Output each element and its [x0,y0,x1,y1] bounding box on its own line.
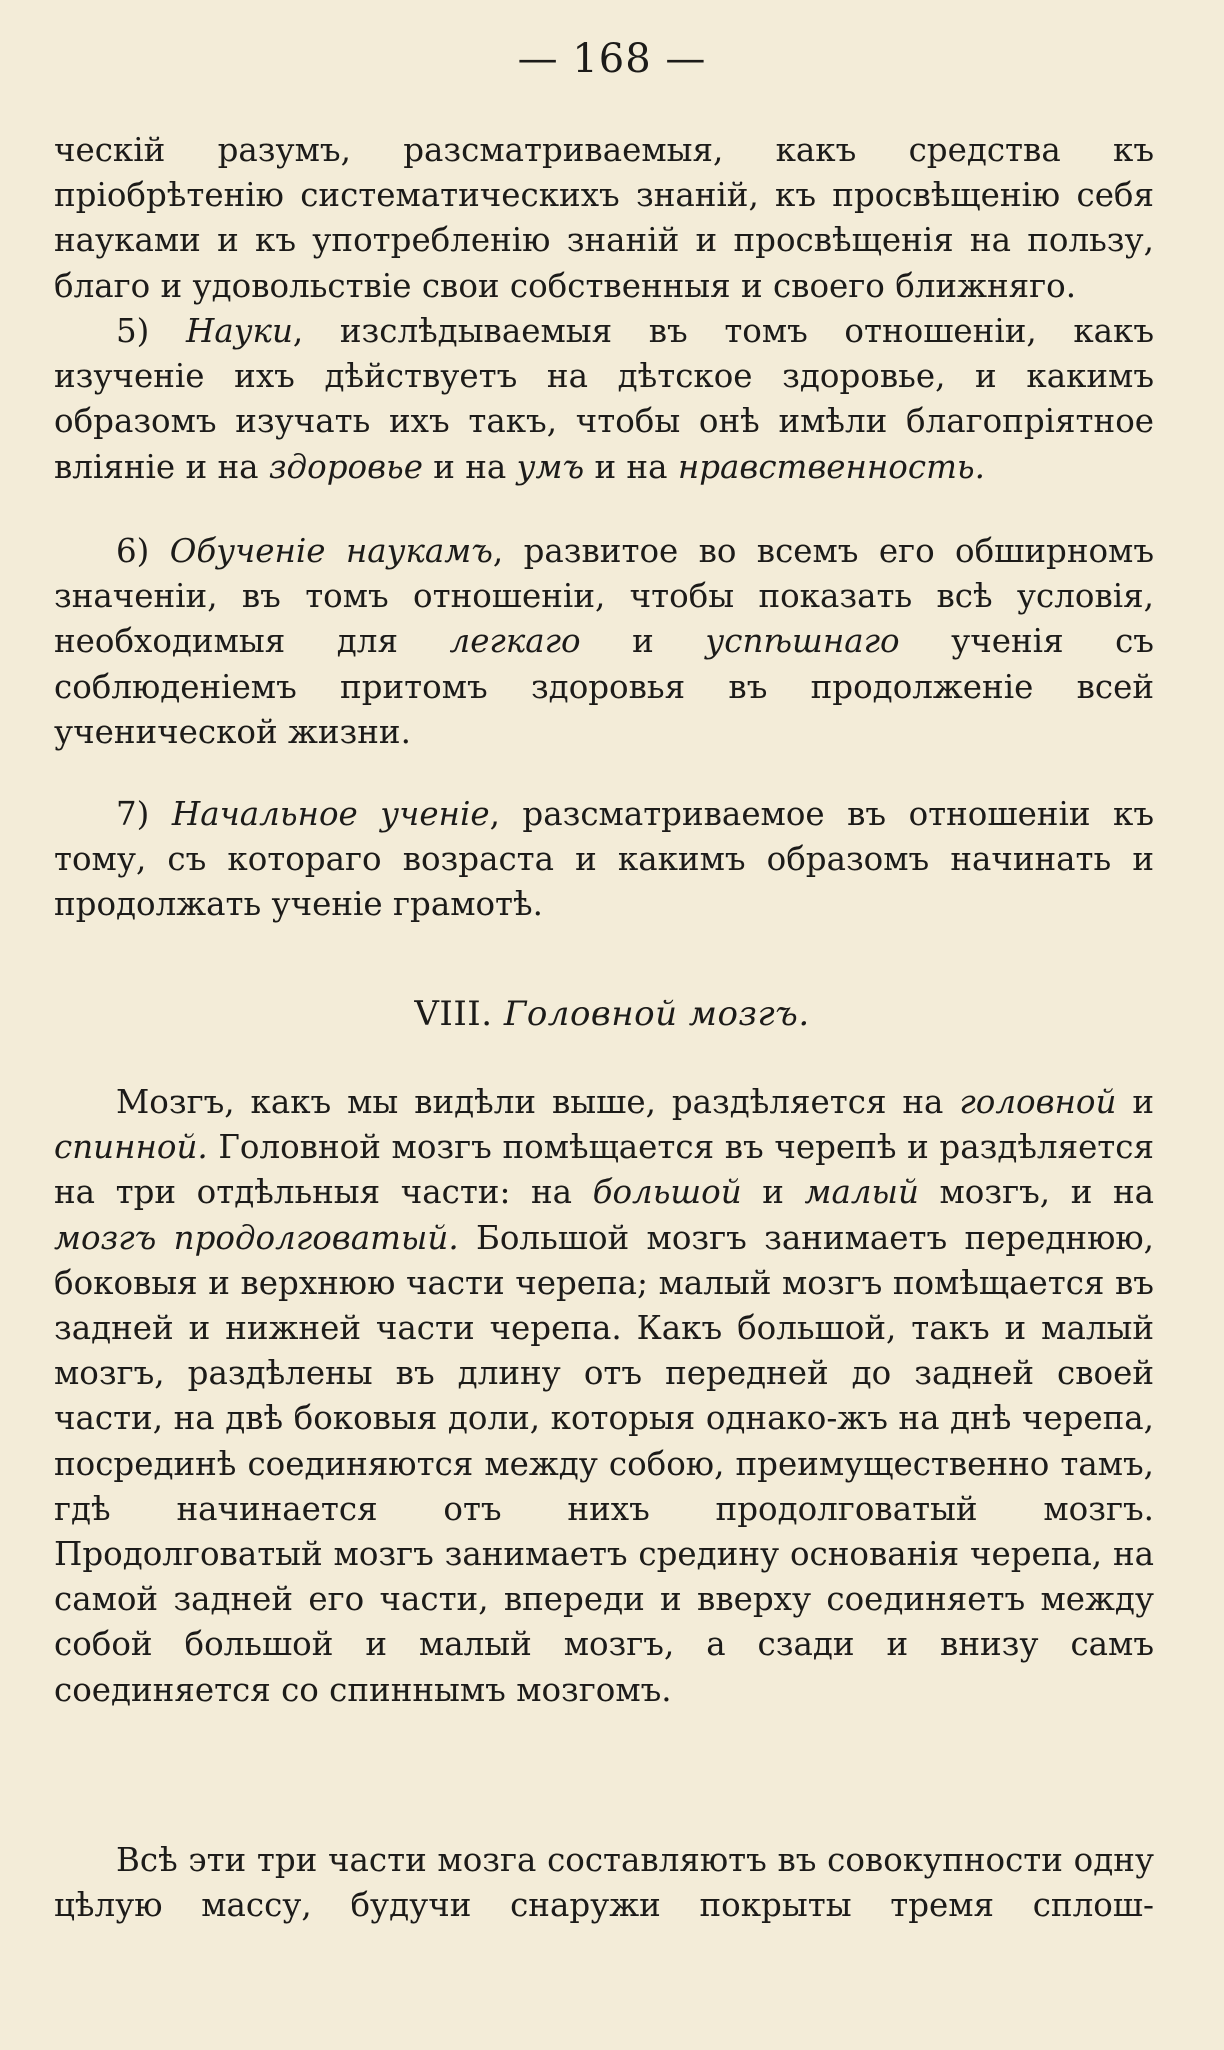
paragraph-text: ученія съ соблюденіемъ притомъ здоровья въ продолженіе всей ученической жизни. [54,622,1154,751]
paragraph-text: Большой мозгъ занимаетъ переднюю, боковыя и верхнюю части черепа; малый мозгъ помѣщается въ задней и нижней части черепа. Какъ большой, такъ и малый мозгъ, раздѣлены въ длину отъ передней до задней своей части, на двѣ боковыя доли, которыя однако-жъ на днѣ черепа, посрединѣ соединяются между собою, преимущественно тамъ, гдѣ начинается отъ нихъ продолговатый мозгъ. Продолговатый мозгъ занимаетъ средину основанія черепа, на самой задней его части, впереди и вверху соединяетъ между собой большой и малый мозгъ, а сзади и внизу самъ соединяется со спиннымъ мозгомъ. [54,1218,1154,1709]
italic-term: здоровье [268,447,423,486]
italic-term: большой [592,1173,742,1212]
paragraph-item-6 [54,529,1154,755]
italic-term: Науки [185,312,293,350]
section-title: Головной мозгъ. [503,994,810,1034]
paragraph-text: , развитое во всемъ его обширномъ значеніи, въ томъ отношеніи, чтобы показать всѣ условія, необходимыя для [54,532,1154,661]
paragraph-item-7 [54,792,1154,928]
paragraph-text: и на [584,447,678,486]
paragraph-text: и [1116,1083,1154,1121]
paragraph-final: Всѣ эти три части мозга составляютъ въ совокупности одну цѣлую массу, будучи снаружи покрыты тремя сплош- [54,1841,1154,1925]
page-number: — 168 — [517,36,707,82]
item-number: 6) [116,532,150,570]
paragraph-item-5 [54,309,1154,490]
section-heading [0,994,1224,1034]
section-number: VIII. [414,994,493,1034]
paragraph-text: и на [422,447,517,486]
item-number: 5) [116,312,150,350]
italic-term: Начальное ученіе [171,795,490,833]
paragraph-text: и [580,622,706,661]
italic-term: легкаго [449,622,581,661]
italic-term: Обученіе наукамъ [169,532,493,570]
italic-term: головной [959,1083,1117,1121]
paragraph-text: Мозгъ, какъ мы видѣли выше, раздѣляется на [116,1083,960,1121]
italic-term: спинной. [54,1128,208,1167]
paragraph-text: , изслѣдываемыя въ томъ отношеніи, какъ изученіе ихъ дѣйствуетъ на дѣтское здоровье, и какимъ образомъ изучать ихъ такъ, чтобы онѣ имѣли благопріятное вліяніе и на [54,312,1154,486]
paragraph-brain [54,1080,1154,1713]
italic-term: малый [804,1173,919,1212]
paragraph-text: , разсматриваемое въ отношеніи къ тому, съ котораго возраста и какимъ образомъ начинать и продолжать ученіе грамотѣ. [54,795,1154,924]
italic-term: нравственность. [677,447,985,486]
paragraph-text: мозгъ, и на [918,1173,1154,1212]
italic-term: успѣшнаго [705,622,900,661]
italic-term: умъ [516,447,585,486]
item-number: 7) [116,795,150,833]
paragraph-continuation: ческій разумъ, разсматриваемыя, какъ средства къ пріобрѣтенію систематическихъ знаній, къ просвѣщенію себя науками и къ употребленію знаній и просвѣщенія на пользу, благо и удовольствіе свои собственныя и своего ближняго. [54,131,1154,305]
italic-term: мозгъ продолговатый. [54,1218,459,1257]
paragraph-text: Головной мозгъ помѣщается въ черепѣ и раздѣляется на три отдѣльныя части: на [54,1128,1154,1212]
paragraph-text: и [741,1173,805,1212]
